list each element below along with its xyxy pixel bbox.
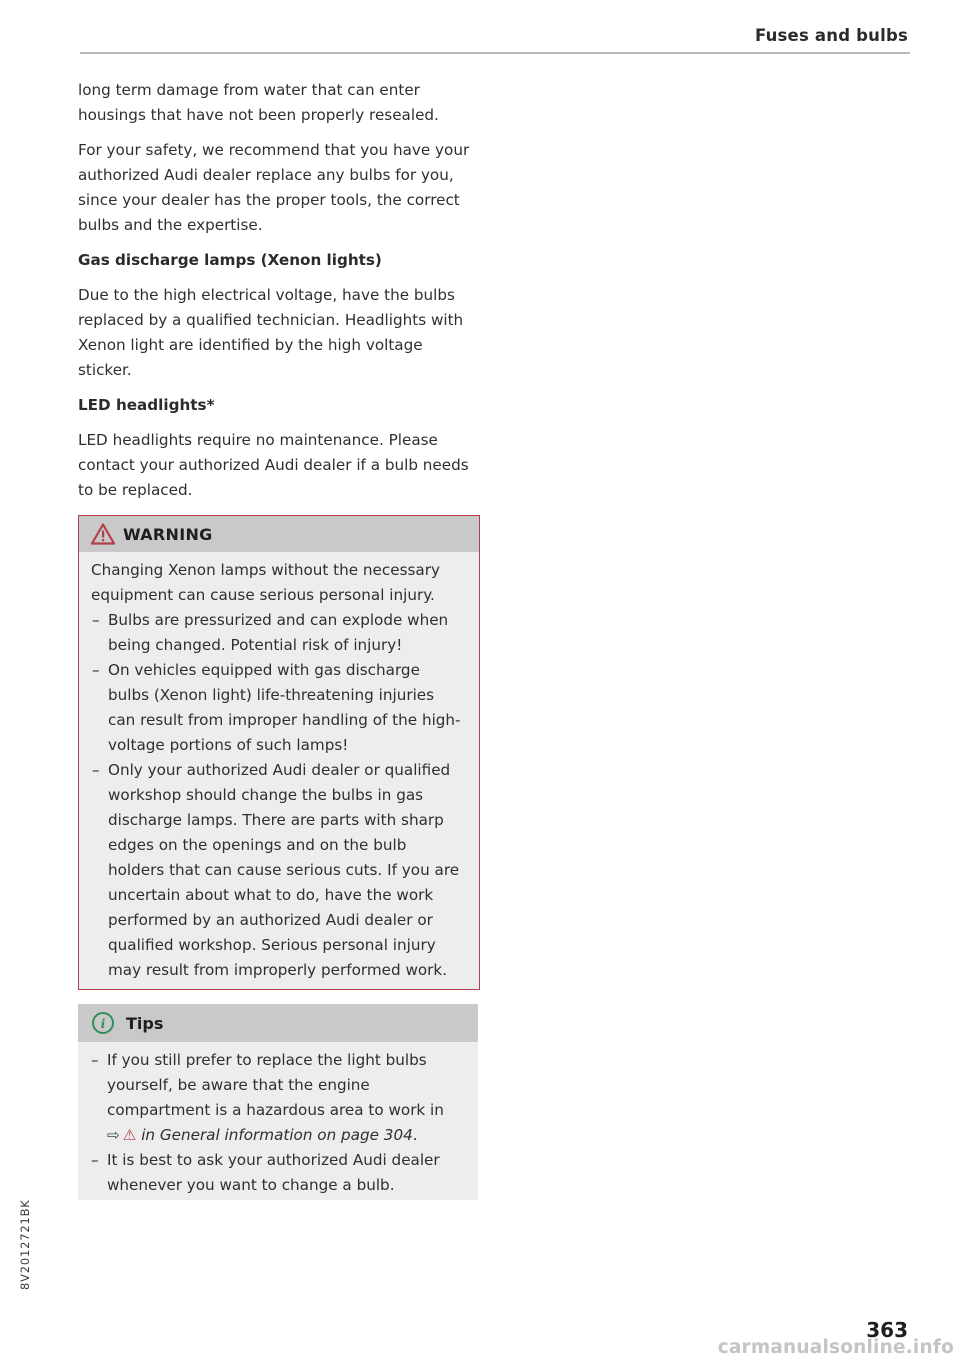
page-number: 363 — [866, 1318, 908, 1342]
tips-header — [78, 1004, 478, 1042]
cross-reference-link[interactable]: in General information on page 304 — [141, 1126, 413, 1144]
header-rule — [80, 52, 910, 54]
tips-box — [78, 1004, 478, 1200]
warning-header — [79, 516, 479, 552]
warning-list — [91, 608, 465, 983]
section-title: Fuses and bulbs — [754, 26, 908, 45]
warning-ref-icon[interactable]: ⚠ — [122, 1126, 137, 1144]
warning-intro: Changing Xenon lamps without the necessary equipment can cause serious personal injury. — [91, 561, 440, 604]
list-item: – It is best to ask your authorized Audi dealer whenever you want to change a bulb. — [90, 1148, 464, 1198]
warning-body — [79, 552, 479, 989]
paragraph-led: LED headlights require no maintenance. Please contact your authorized Audi dealer if a bulb needs to be replaced. — [78, 431, 469, 499]
info-icon: i — [92, 1012, 114, 1034]
list-item: – On vehicles equipped with gas discharge bulbs (Xenon light) life-threatening injuries can result from improper handling of the high-voltage portions of such lamps! — [91, 658, 465, 758]
tips-body — [78, 1042, 478, 1200]
heading-gas-discharge: Gas discharge lamps (Xenon lights) — [78, 251, 382, 269]
warning-box — [78, 515, 480, 990]
paragraph-continued: long term damage from water that can enter housings that have not been properly resealed. — [78, 81, 439, 124]
warning-triangle-icon — [91, 523, 115, 545]
tip-text: If you still prefer to replace the light bulbs yourself, be aware that the engine compartment is a hazardous area to work in — [107, 1051, 444, 1119]
watermark: carmanualsonline.info — [717, 1337, 954, 1358]
list-item: – Only your authorized Audi dealer or qualified workshop should change the bulbs in gas discharge lamps. There are parts with sharp edges on the openings and on the bulb holders that can cause serious cuts. If you are uncertain about what to do, have the work performed by an authorized Audi dealer or qualified workshop. Serious personal injury may result from improperly performed work. — [91, 758, 465, 983]
tips-title: Tips — [126, 1013, 164, 1033]
link-arrow-icon[interactable]: ⇨ — [107, 1126, 120, 1144]
paragraph-safety: For your safety, we recommend that you have your authorized Audi dealer replace any bulbs for you, since your dealer has the proper tools, the correct bulbs and the expertise. — [78, 141, 470, 234]
list-item: – Bulbs are pressurized and can explode when being changed. Potential risk of injury! — [91, 608, 465, 658]
paragraph-gas-discharge: Due to the high electrical voltage, have the bulbs replaced by a qualified technician. Headlights with Xenon light are identified by the high voltage sticker. — [78, 286, 464, 379]
document-code: 8V2012721BK — [18, 1199, 32, 1290]
warning-title: WARNING — [123, 524, 213, 544]
heading-led: LED headlights* — [78, 396, 215, 414]
tip-end: . — [412, 1126, 418, 1144]
tips-list — [90, 1048, 464, 1198]
list-item — [90, 1048, 464, 1148]
main-column — [78, 78, 480, 1200]
